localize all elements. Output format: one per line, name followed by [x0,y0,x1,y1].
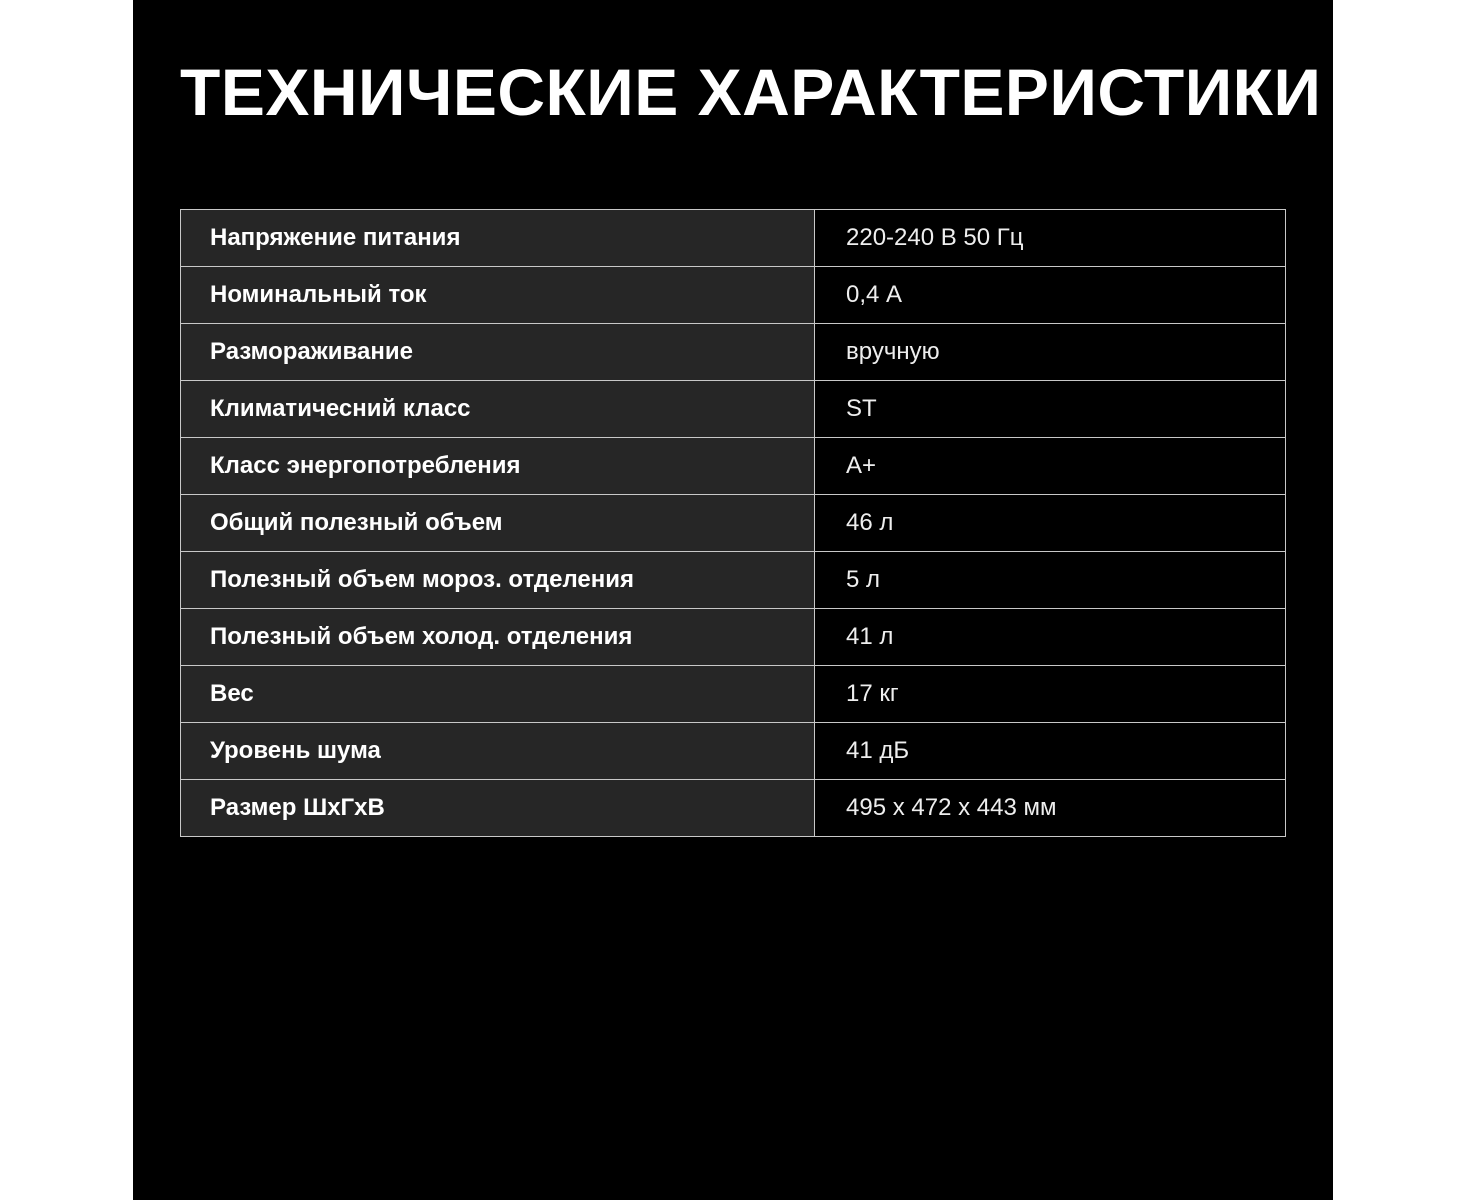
spec-sheet [133,0,1333,1200]
spec-value: 495 х 472 х 443 мм [815,780,1286,837]
table-row [181,495,1286,552]
spec-name: Полезный объем мороз. отделения [181,552,815,609]
spec-name: Климатичесний класс [181,381,815,438]
table-row [181,723,1286,780]
spec-name: Напряжение питания [181,210,815,267]
spec-name: Полезный объем холод. отделения [181,609,815,666]
spec-name: Размораживание [181,324,815,381]
table-row [181,267,1286,324]
spec-value: 0,4 А [815,267,1286,324]
spec-value: ST [815,381,1286,438]
table-row [181,609,1286,666]
spec-value: вручную [815,324,1286,381]
table-row [181,324,1286,381]
table-row [181,438,1286,495]
spec-value: 17 кг [815,666,1286,723]
spec-value: А+ [815,438,1286,495]
table-row [181,780,1286,837]
spec-value: 41 дБ [815,723,1286,780]
spec-value: 46 л [815,495,1286,552]
table-row [181,381,1286,438]
spec-name: Номинальный ток [181,267,815,324]
table-row [181,666,1286,723]
spec-name: Класс энергопотребления [181,438,815,495]
spec-value: 220-240 В 50 Гц [815,210,1286,267]
spec-name: Размер ШхГхВ [181,780,815,837]
spec-name: Вес [181,666,815,723]
spec-name: Общий полезный объем [181,495,815,552]
table-row [181,210,1286,267]
spec-value: 5 л [815,552,1286,609]
spec-value: 41 л [815,609,1286,666]
page-title: ТЕХНИЧЕСКИЕ ХАРАКТЕРИСТИКИ [180,55,1322,129]
specs-table [180,209,1286,837]
table-row [181,552,1286,609]
spec-name: Уровень шума [181,723,815,780]
